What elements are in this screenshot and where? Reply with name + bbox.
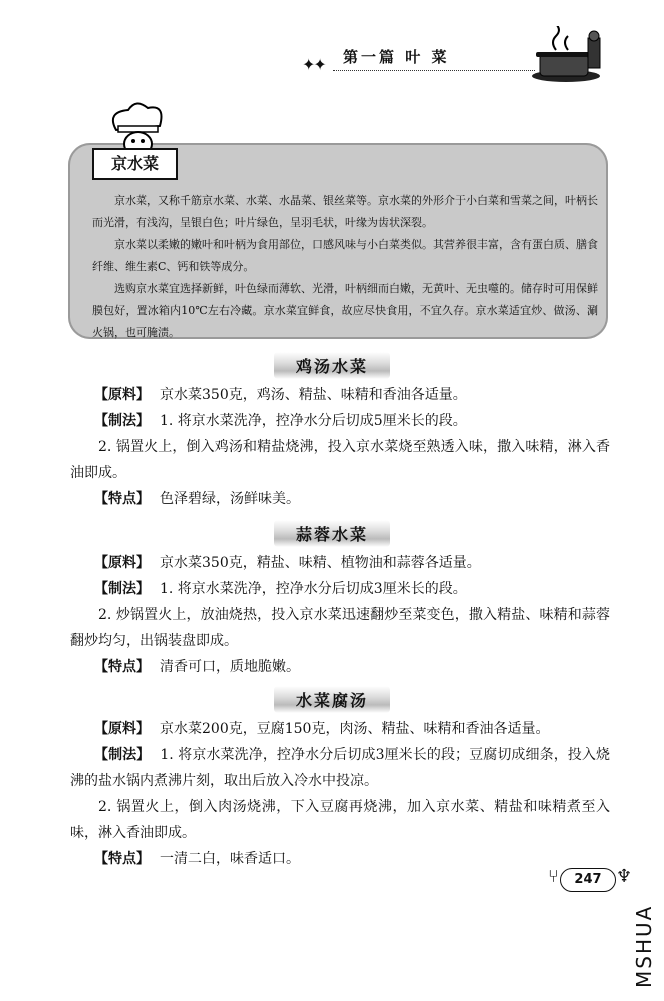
ingredients-text: 京水菜200克，豆腐150克，肉汤、精盐、味精和香油各适量。 <box>160 721 550 737</box>
method-step: 2. 锅置火上，倒入鸡汤和精盐烧沸，投入京水菜烧至熟透入味，撒入味精，淋入香油即成。 <box>70 439 610 481</box>
recipe-body <box>70 550 610 680</box>
ingredients-label: 【原料】 <box>94 721 150 737</box>
recipe-title-text: 蒜蓉水菜 <box>274 520 390 547</box>
spoon-icon: ♆ <box>616 866 633 887</box>
method-step: 1. 将京水菜洗净，控净水分后切成3厘米长的段。 <box>160 581 467 597</box>
feature-text: 一清二白，味香适口。 <box>160 851 300 867</box>
feature-label: 【特点】 <box>94 851 150 867</box>
cooking-pot-illustration-icon <box>526 26 608 84</box>
ingredients-label: 【原料】 <box>94 555 150 571</box>
feature-label: 【特点】 <box>94 491 150 507</box>
feature-label: 【特点】 <box>94 659 150 675</box>
ingredients-label: 【原料】 <box>94 387 150 403</box>
header-rule <box>333 70 535 71</box>
method-label: 【制法】 <box>94 747 151 763</box>
feature-text: 色泽碧绿，汤鲜味美。 <box>160 491 300 507</box>
recipe-title <box>0 520 664 547</box>
recipe-title-text: 水菜腐汤 <box>274 686 390 713</box>
watermark <box>626 882 656 992</box>
feature-text: 清香可口，质地脆嫩。 <box>160 659 300 675</box>
chapter-title: 第一篇 叶 菜 <box>343 48 450 66</box>
fork-icon: ⑂ <box>548 866 559 887</box>
method-label: 【制法】 <box>94 581 150 597</box>
recipe-body <box>70 382 610 512</box>
intro-paragraph: 京水菜以柔嫩的嫩叶和叶柄为食用部位，口感风味与小白菜类似。其营养很丰富，含有蛋白质、膳食纤维、维生素C、钙和铁等成分。 <box>92 238 598 273</box>
method-step: 2. 锅置火上，倒入肉汤烧沸，下入豆腐再烧沸，加入京水菜、精盐和味精煮至入味，淋入香油即成。 <box>70 799 610 841</box>
header-stars: ✦✦ <box>302 55 325 74</box>
recipe-body <box>70 716 610 872</box>
ingredients-text: 京水菜350克，鸡汤、精盐、味精和香油各适量。 <box>160 387 467 403</box>
intro-paragraph: 选购京水菜宜选择新鲜，叶色绿而薄软、光滑，叶柄细而白嫩，无黄叶、无虫噬的。储存时可用保鲜膜包好，置冰箱内10℃左右冷藏。京水菜宜鲜食，故应尽快食用，不宜久存。京水菜适宜炒、做汤、涮火锅，也可腌渍。 <box>92 282 598 339</box>
method-label: 【制法】 <box>94 413 150 429</box>
method-step: 1. 将京水菜洗净，控净水分后切成3厘米长的段；豆腐切成细条，投入烧沸的盐水锅内煮沸片刻，取出后放入冷水中投凉。 <box>70 747 610 789</box>
ingredients-text: 京水菜350克，精盐、味精、植物油和蒜蓉各适量。 <box>160 555 481 571</box>
method-step: 2. 炒锅置火上，放油烧热，投入京水菜迅速翻炒至菜变色，撒入精盐、味精和蒜蓉翻炒均匀，出锅装盘即成。 <box>70 607 610 649</box>
page-number: 247 <box>560 868 616 892</box>
recipe-title <box>0 352 664 379</box>
method-step: 1. 将京水菜洗净，控净水分后切成5厘米长的段。 <box>160 413 467 429</box>
intro-paragraph: 京水菜，又称千筋京水菜、水菜、水晶菜、银丝菜等。京水菜的外形介于小白菜和雪菜之间，叶柄长而光滑，有浅沟，呈银白色；叶片绿色，呈羽毛状，叶缘为齿状深裂。 <box>92 194 598 229</box>
watermark-text: MSHUA <box>632 904 656 988</box>
vegetable-name-tag: 京水菜 <box>92 148 178 180</box>
recipe-title <box>0 686 664 713</box>
recipe-title-text: 鸡汤水菜 <box>274 352 390 379</box>
intro-text <box>92 190 598 344</box>
